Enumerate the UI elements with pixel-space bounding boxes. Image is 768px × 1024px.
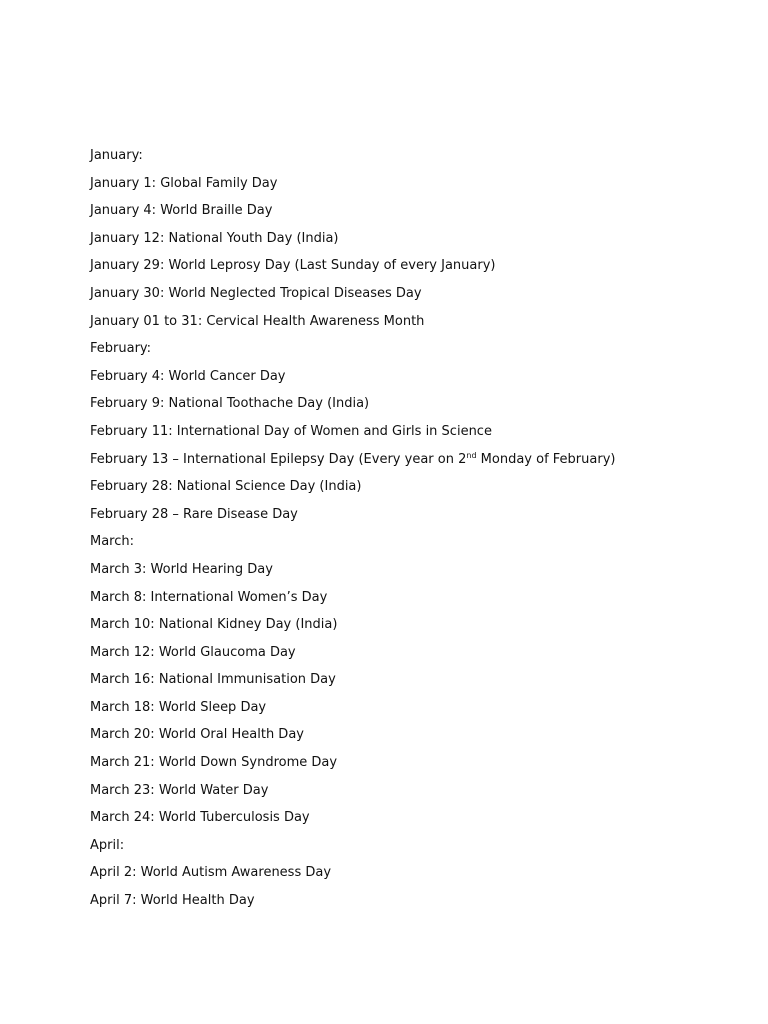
ordinal-suffix: nd bbox=[466, 450, 477, 460]
list-item: February 28: National Science Day (India) bbox=[90, 479, 362, 495]
list-item: March 10: National Kidney Day (India) bbox=[90, 617, 338, 633]
list-item-text: February 13 – International Epilepsy Day (Every year on 2 bbox=[90, 451, 467, 467]
list-item: March 8: International Women’s Day bbox=[90, 589, 328, 605]
list-item: March 21: World Down Syndrome Day bbox=[90, 755, 338, 771]
list-item: February 28 – Rare Disease Day bbox=[90, 506, 298, 522]
list-item: January 29: World Leprosy Day (Last Sunday of every January) bbox=[90, 258, 496, 274]
list-item: March 20: World Oral Health Day bbox=[90, 727, 304, 743]
month-heading-february: February: bbox=[90, 341, 152, 357]
month-heading-january: January: bbox=[90, 148, 143, 163]
list-item: February 9: National Toothache Day (India) bbox=[90, 396, 370, 412]
list-item: January 30: World Neglected Tropical Diseases Day bbox=[90, 285, 422, 301]
month-heading-april: April: bbox=[90, 837, 125, 853]
list-item: March 18: World Sleep Day bbox=[90, 699, 267, 715]
list-item: January 12: National Youth Day (India) bbox=[90, 230, 339, 246]
list-item: April 7: World Health Day bbox=[90, 893, 255, 909]
month-heading-march: March: bbox=[90, 534, 135, 550]
list-item: March 3: World Hearing Day bbox=[90, 561, 273, 577]
list-item: January 01 to 31: Cervical Health Awareness Month bbox=[90, 313, 425, 329]
list-item: March 16: National Immunisation Day bbox=[90, 672, 336, 688]
list-item: March 24: World Tuberculosis Day bbox=[90, 810, 310, 826]
list-item: January 4: World Braille Day bbox=[90, 203, 273, 219]
list-item: March 23: World Water Day bbox=[90, 782, 269, 798]
list-item-epilepsy-day bbox=[90, 451, 740, 479]
list-item: March 12: World Glaucoma Day bbox=[90, 644, 296, 660]
list-item: February 4: World Cancer Day bbox=[90, 368, 286, 384]
list-item-text-tail: Monday of February) bbox=[476, 451, 616, 467]
list-item: April 2: World Autism Awareness Day bbox=[90, 865, 332, 881]
list-item: February 11: International Day of Women and Girls in Science bbox=[90, 423, 492, 439]
document-page bbox=[90, 147, 740, 920]
list-item: January 1: Global Family Day bbox=[90, 175, 278, 191]
